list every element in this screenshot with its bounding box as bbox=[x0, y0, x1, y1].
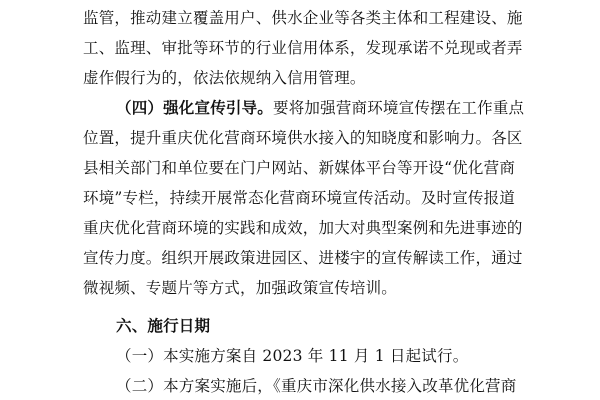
paragraph-line: 微视频、专题片等方式，加强政策宣传培训。 bbox=[83, 279, 398, 297]
paragraph-line: 监管，推动建立覆盖用户、供水企业等各类主体和工程建设、施 bbox=[83, 9, 523, 27]
paragraph-line: 工、监理、审批等环节的行业信用体系，发现承诺不兑现或者弄 bbox=[83, 39, 523, 57]
paragraph-line: 虚作假行为的，依法依规纳入信用管理。 bbox=[83, 69, 366, 87]
paragraph-line: 环境”专栏，持续开展常态化营商环境宣传活动。及时宣传报道 bbox=[83, 189, 516, 207]
paragraph-line: 县相关部门和单位要在门户网站、新媒体平台等开设“优化营商 bbox=[83, 159, 516, 177]
section-4-heading: （四）强化宣传引导。 bbox=[116, 98, 274, 117]
section-4-first-line bbox=[116, 98, 524, 118]
section-6-heading: 六、施行日期 bbox=[116, 316, 211, 335]
paragraph-line: 位置，提升重庆优化营商环境供水接入的知晓度和影响力。各区 bbox=[83, 129, 523, 147]
paragraph-line: （二）本方案实施后，《重庆市深化供水接入改革优化营商 bbox=[116, 377, 517, 395]
paragraph-line: 重庆优化营商环境的实践和成效，加大对典型案例和先进事迹的 bbox=[83, 219, 523, 237]
paragraph-line: 宣传力度。组织开展政策进园区、进楼宇的宣传解读工作，通过 bbox=[83, 249, 523, 267]
section-4-text: 要将加强营商环境宣传摆在工作重点 bbox=[273, 99, 525, 117]
paragraph-line: （一）本实施方案自 2023 年 11 月 1 日起试行。 bbox=[116, 347, 469, 365]
